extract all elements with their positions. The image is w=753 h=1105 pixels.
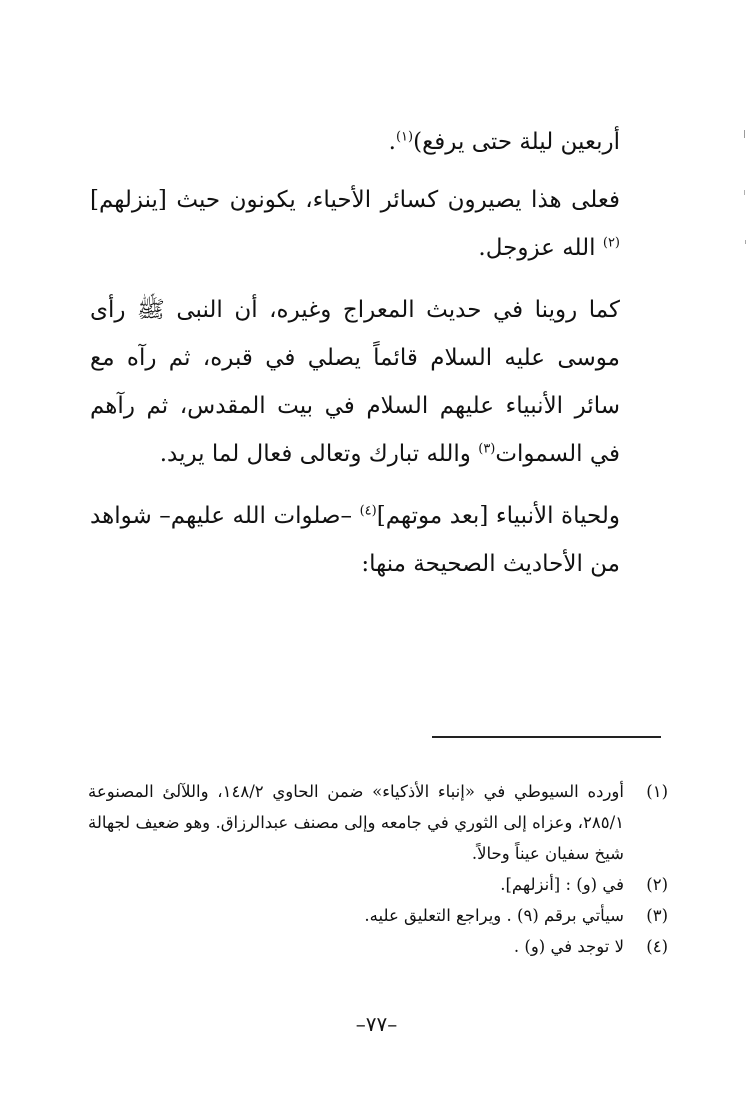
footnote-text: أورده السيوطي في «إنباء الأذكياء» ضمن الحاوي ١٤٨/٢، واللآلئ المصنوعة ٢٨٥/١، وعزاه إلى الثوري في جامعه وإلى مصنف عبدالرزاق. وهو ضعيف لجهالة شيخ سفيان عيناً وحالاً.: [88, 782, 624, 863]
footnotes-section: [88, 776, 668, 962]
footnote-4: [88, 931, 668, 962]
footnote-text: سيأتي برقم (٩) . ويراجع التعليق عليه.: [364, 906, 624, 925]
footnote-ref-2[interactable]: (٢): [602, 235, 620, 251]
paragraph-3-text-a: كما روينا في حديث المعراج وغيره، أن النبى ﷺ رأى موسى عليه السلام قائماً يصلي في قبره، ثم رآه مع سائر الأنبياء عليهم السلام في بيت المقدس، ثم رآهم في السموات: [90, 297, 620, 467]
footnote-text: في (و) : [أنزلهم].: [500, 875, 624, 894]
scan-specks-decoration: [743, 130, 747, 330]
footnote-ref-3[interactable]: (٣): [478, 441, 496, 457]
paragraph-1-end: .: [388, 129, 396, 155]
paragraph-1: [90, 118, 620, 166]
paragraph-2-end: الله عزوجل.: [478, 235, 603, 261]
footnote-ref-4[interactable]: (٤): [359, 503, 377, 519]
footnote-1: [88, 776, 668, 869]
paragraph-4-text-b: –صلوات الله عليهم– شواهد من الأحاديث الصحيحة منها:: [90, 503, 620, 577]
footnote-number: (٢): [646, 875, 668, 894]
paragraph-4-text-a: ولحياة الأنبياء [بعد موتهم]: [376, 503, 620, 529]
footnote-ref-1[interactable]: (١): [395, 129, 414, 145]
footnote-3: [88, 900, 668, 931]
footnote-divider: [432, 736, 661, 738]
footnote-number: (٤): [646, 937, 668, 956]
page-number: –٧٧–: [355, 1012, 398, 1036]
paragraph-3: [90, 286, 620, 478]
paragraph-3-text-b: والله تبارك وتعالى فعال لما يريد.: [159, 441, 479, 467]
paragraph-2-text: فعلى هذا يصيرون كسائر الأحياء، يكونون حيث [ينزلهم]: [90, 187, 620, 213]
footnote-number: (٣): [646, 906, 668, 925]
paragraph-2: [90, 176, 620, 272]
footnote-text: لا توجد في (و) .: [513, 937, 624, 956]
footnote-2: [88, 869, 668, 900]
paragraph-4: [90, 492, 620, 588]
paragraph-1-text: أربعين ليلة حتى يرفع): [413, 129, 620, 155]
footnote-number: (١): [646, 782, 668, 801]
main-text: [90, 118, 620, 602]
